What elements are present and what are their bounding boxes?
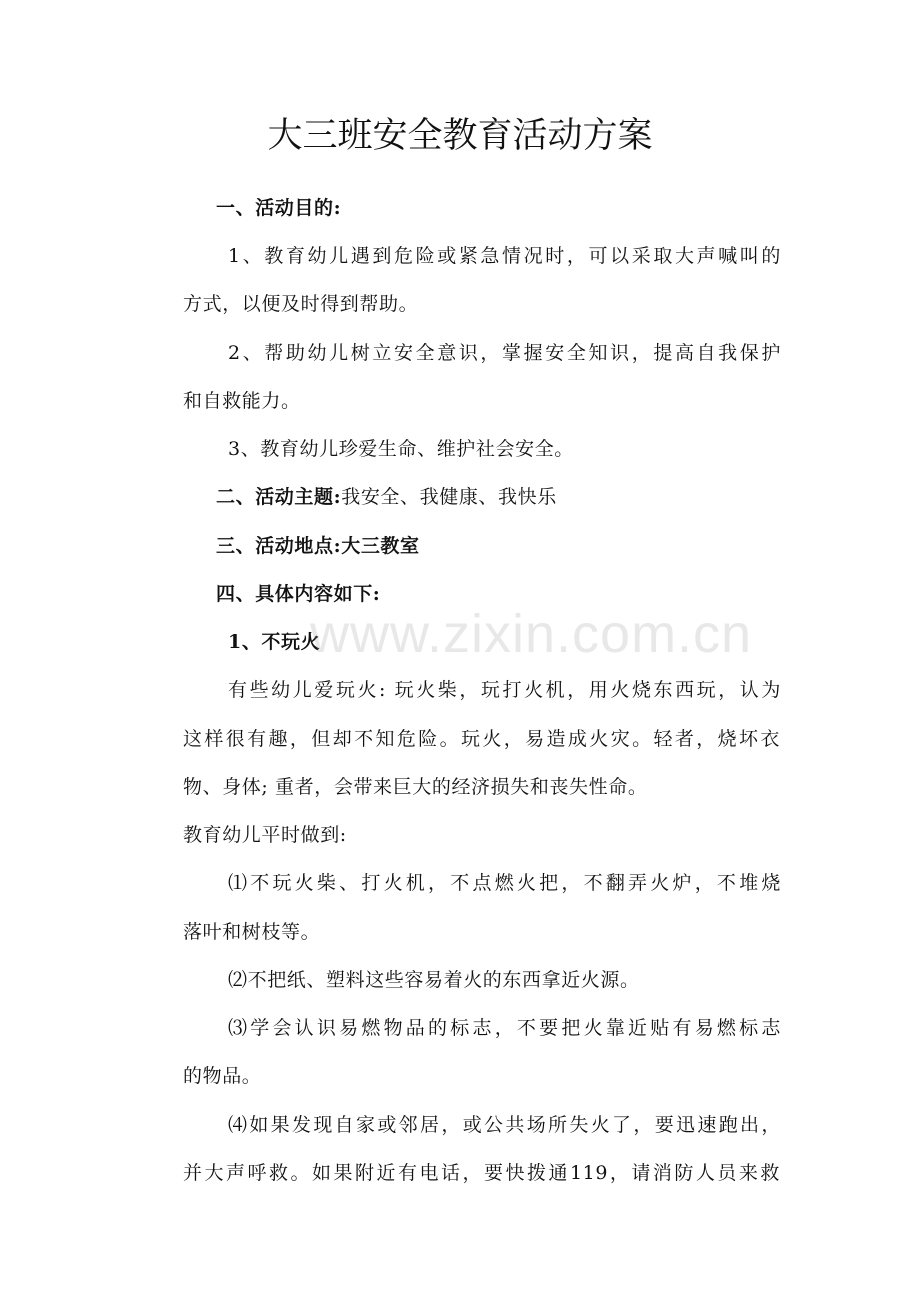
document-title: 大三班安全教育活动方案 [267,116,653,156]
list-item-line: 落叶和树枝等。 [183,921,321,943]
section-value: 大三教室 [341,535,420,557]
paragraph-line: 1、教育幼儿遇到危险或紧急情况时，可以采取大声喊叫的 [228,245,781,267]
paragraph-line: 物、身体; 重者，会带来巨大的经济损失和丧失性命。 [183,776,648,798]
list-item-line: ⑴不玩火柴、打火机，不点燃火把，不翻弄火炉，不堆烧 [228,872,781,894]
list-item-line: ⑵不把纸、塑料这些容易着火的东西拿近火源。 [228,969,640,991]
paragraph-line: 和自救能力。 [183,390,301,412]
list-item-line: ⑷如果发现自家或邻居，或公共场所失火了，要迅速跑出， [228,1114,781,1136]
watermark-text: www.zixin.com.cn [310,604,753,664]
paragraph-line: 教育幼儿平时做到: [183,824,347,846]
section-label: 三、活动地点: [216,535,342,557]
list-item-line: 的物品。 [183,1065,262,1087]
paragraph-line: 有些幼儿爱玩火: 玩火柴，玩打火机，用火烧东西玩，认为 [228,679,781,701]
paragraph-line: 方式，以便及时得到帮助。 [183,293,419,315]
paragraph-line: 2、帮助幼儿树立安全意识，掌握安全知识，提高自我保护 [228,342,781,364]
paragraph-line: 这样很有趣，但却不知危险。玩火，易造成火灾。轻者，烧坏衣 [183,728,780,750]
list-item-line: 并大声呼救。如果附近有电话，要快拨通119，请消防人员来救 [183,1162,780,1184]
subheading-no-fire: 1、不玩火 [228,631,321,653]
section-heading-content: 四、具体内容如下: [216,583,381,605]
section-heading-location [216,531,816,561]
list-item-line: ⑶学会认识易燃物品的标志，不要把火靠近贴有易燃标志 [228,1017,781,1039]
section-heading-theme [216,482,816,512]
section-heading-purpose: 一、活动目的: [216,197,342,219]
paragraph-line: 3、教育幼儿珍爱生命、维护社会安全。 [228,438,574,460]
section-value: 我安全、我健康、我快乐 [341,486,557,508]
section-label: 二、活动主题: [216,486,342,508]
